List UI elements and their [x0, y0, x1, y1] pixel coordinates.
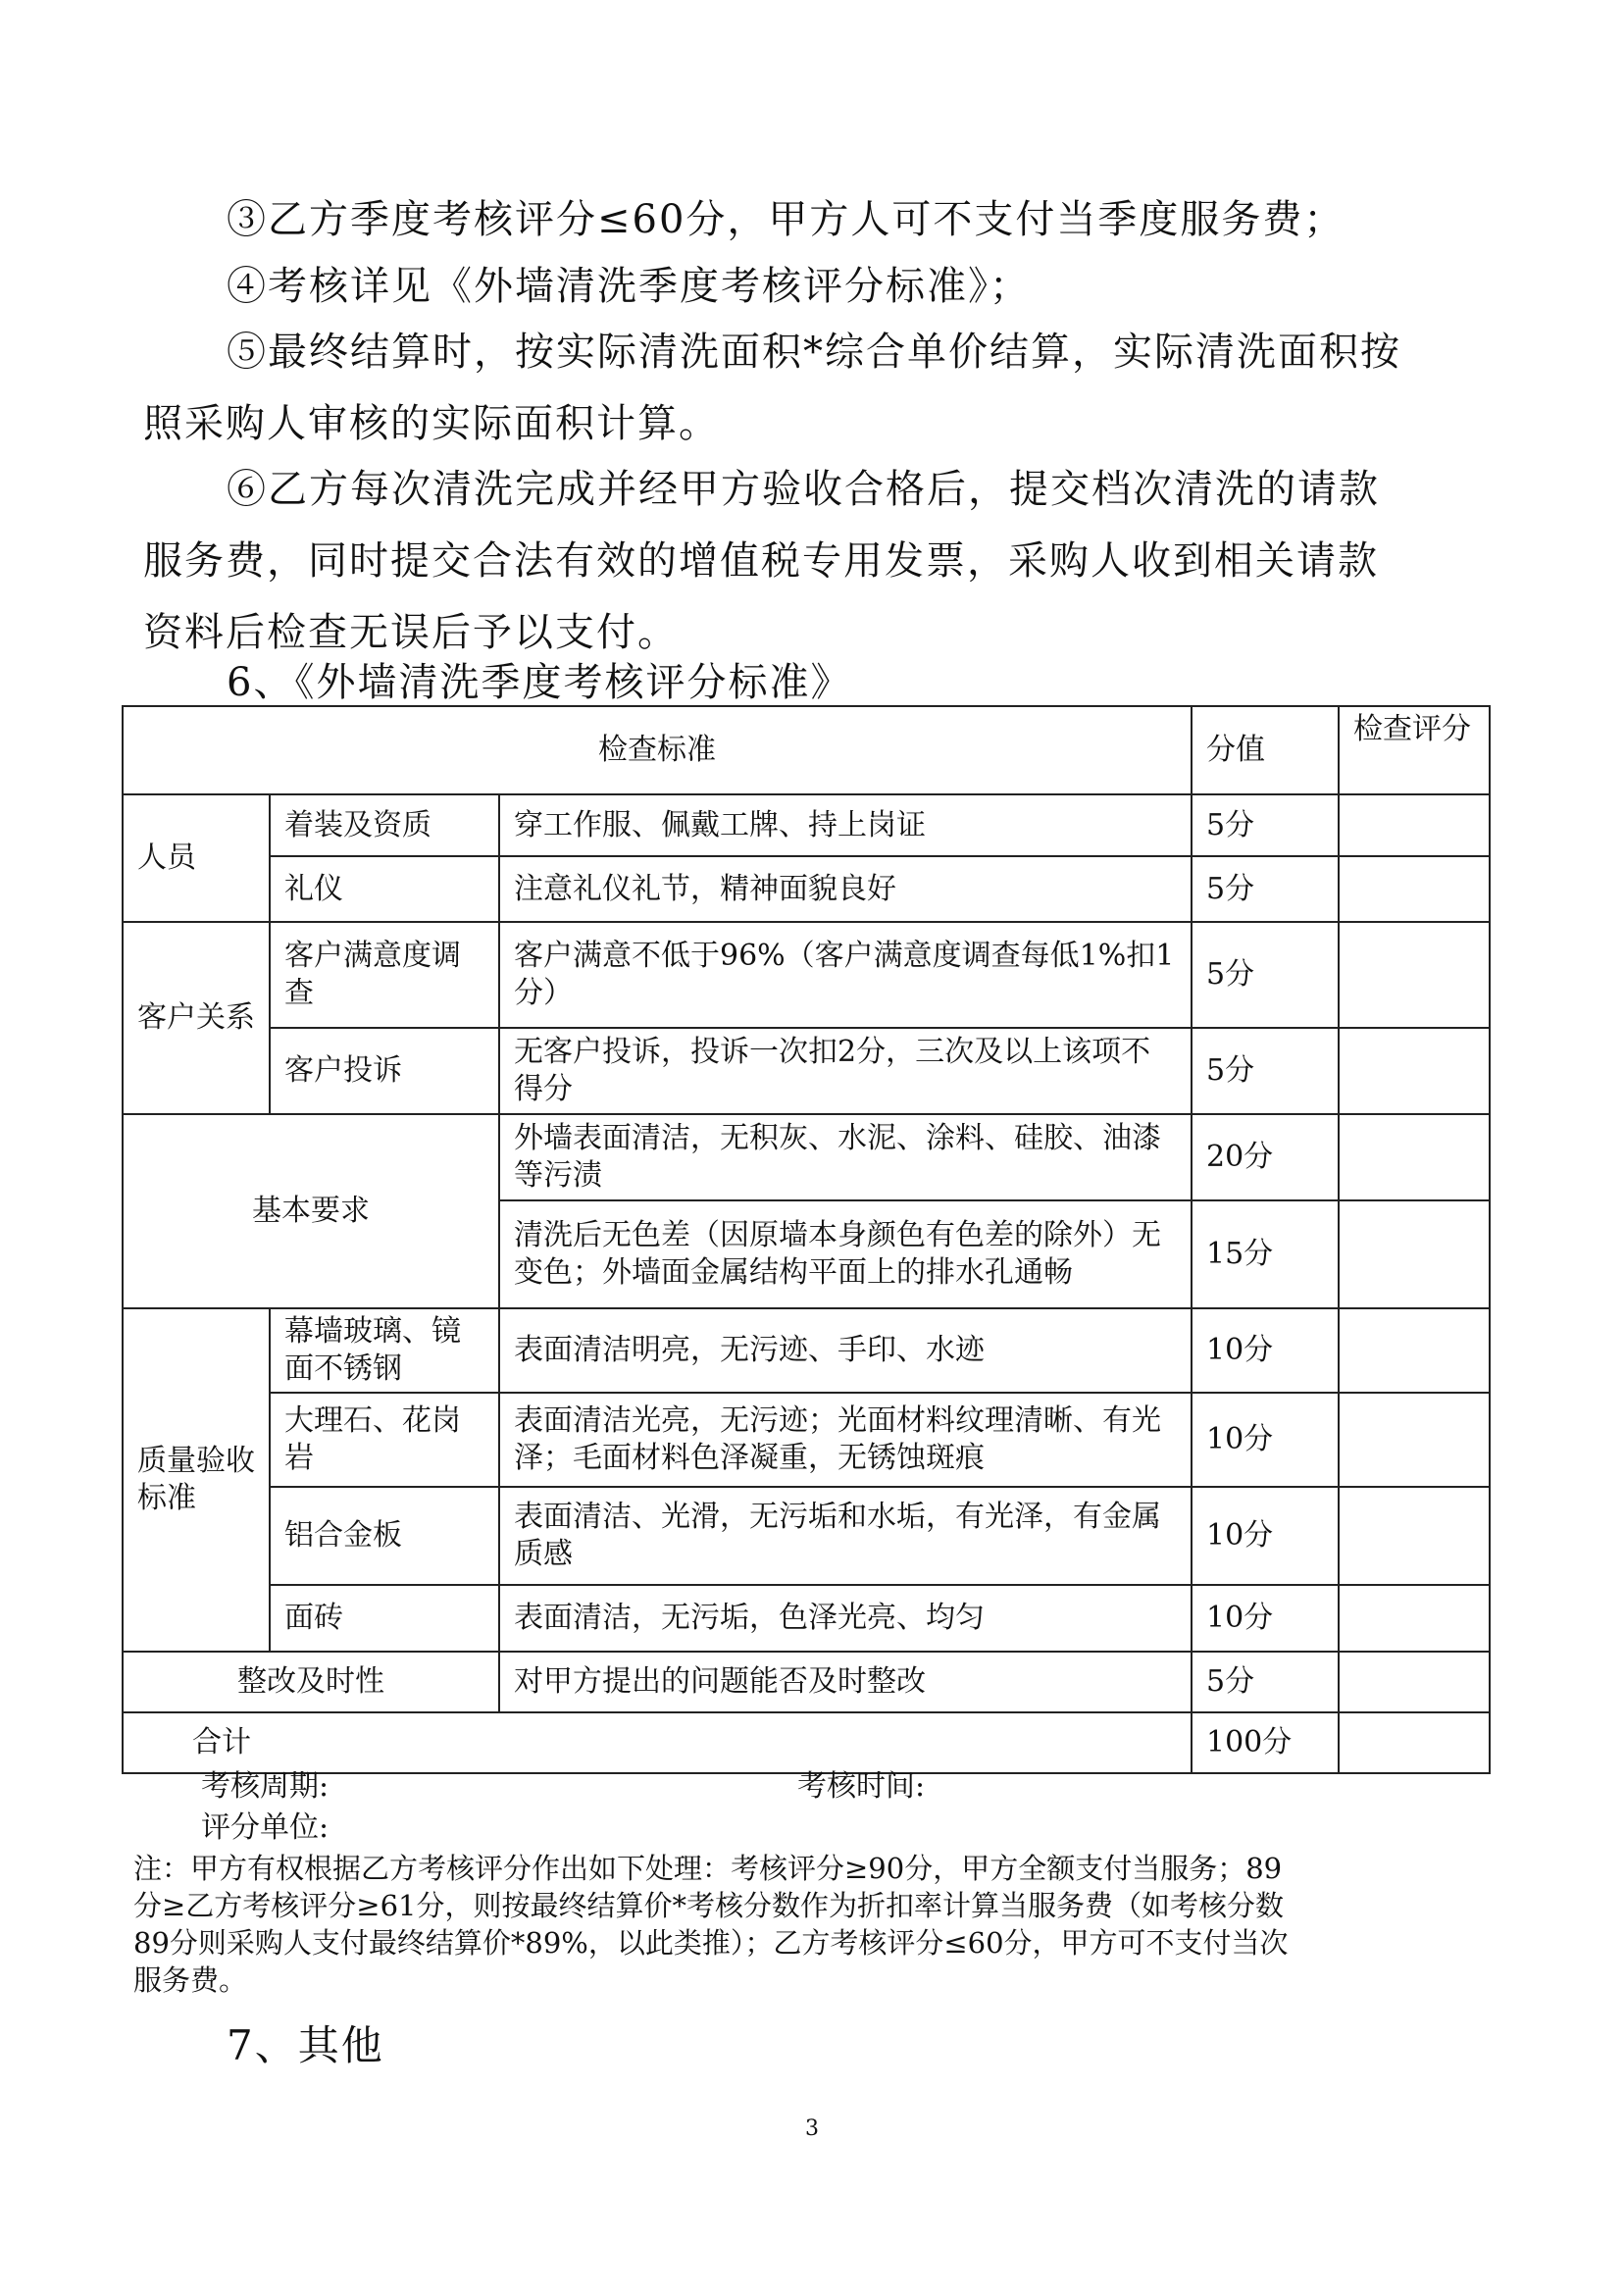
header-check: 检查评分 [1339, 706, 1490, 794]
row-score: 5分 [1192, 922, 1339, 1028]
row-score: 10分 [1192, 1487, 1339, 1585]
row-criteria: 客户满意不低于96%（客户满意度调查每低1%扣1分） [499, 922, 1192, 1028]
row-check-cell [1339, 1712, 1490, 1773]
total-score: 100分 [1192, 1712, 1339, 1773]
row-item: 着装及资质 [270, 794, 499, 856]
table-row-rectify [123, 1652, 1490, 1712]
row-criteria: 表面清洁明亮，无污迹、手印、水迹 [499, 1308, 1192, 1393]
evaluation-table [122, 705, 1491, 1774]
row-check-cell [1339, 1028, 1490, 1114]
row-item: 客户投诉 [270, 1028, 499, 1114]
table-row [123, 1487, 1490, 1585]
header-score: 分值 [1192, 706, 1339, 794]
group-personnel: 人员 [123, 794, 270, 922]
row-check-cell [1339, 1585, 1490, 1652]
rectify-criteria: 对甲方提出的问题能否及时整改 [499, 1652, 1192, 1712]
row-criteria: 表面清洁，无污垢，色泽光亮、均匀 [499, 1585, 1192, 1652]
page-number: 3 [805, 2116, 819, 2141]
paragraph-4: ④考核详见《外墙清洗季度考核评分标准》； [227, 264, 1031, 309]
row-check-cell [1339, 794, 1490, 856]
row-check-cell [1339, 1114, 1490, 1200]
row-check-cell [1339, 1393, 1490, 1487]
row-check-cell [1339, 856, 1490, 922]
table-header-row [123, 706, 1490, 794]
table-row [123, 1028, 1490, 1114]
assessment-period-label: 考核周期: [201, 1769, 330, 1804]
row-score: 5分 [1192, 1028, 1339, 1114]
table-row-total [123, 1712, 1490, 1773]
table-row [123, 1393, 1490, 1487]
section-7-title: 7、其他 [227, 2021, 384, 2069]
row-score: 5分 [1192, 856, 1339, 922]
table-row [123, 856, 1490, 922]
table-row [123, 1114, 1490, 1200]
row-check-cell [1339, 1200, 1490, 1308]
row-item: 大理石、花岗岩 [270, 1393, 499, 1487]
row-check-cell [1339, 1487, 1490, 1585]
row-score: 5分 [1192, 794, 1339, 856]
row-criteria: 表面清洁光亮，无污迹；光面材料纹理清晰、有光泽；毛面材料色泽凝重，无锈蚀斑痕 [499, 1393, 1192, 1487]
section-6-title: 6、《外墙清洗季度考核评分标准》 [227, 660, 852, 705]
table-row [123, 1585, 1490, 1652]
row-score: 10分 [1192, 1393, 1339, 1487]
scoring-note: 注：甲方有权根据乙方考核评分作出如下处理：考核评分≥90分，甲方全额支付当服务；89 分≥乙方考核评分≥61分，则按最终结算价*考核分数作为折扣率计算当服务费（如考核分数 89分则采购人支付最终结算价*89%，以此类推）；乙方考核评分≤60分，甲方可不支付当次 服务费。 [133, 1852, 1289, 1997]
paragraph-6: ⑥乙方每次清洗完成并经甲方验收合格后，提交档次清洗的请款 服务费，同时提交合法有效的增值税专用发票，采购人收到相关请款 资料后检查无误后予以支付。 [143, 467, 1380, 655]
assessment-time-label: 考核时间: [797, 1769, 926, 1804]
group-basic: 基本要求 [123, 1114, 499, 1308]
row-check-cell [1339, 1308, 1490, 1393]
row-criteria: 注意礼仪礼节，精神面貌良好 [499, 856, 1192, 922]
table-row [123, 1308, 1490, 1393]
row-item: 幕墙玻璃、镜面不锈钢 [270, 1308, 499, 1393]
row-criteria: 表面清洁、光滑，无污垢和水垢，有光泽，有金属质感 [499, 1487, 1192, 1585]
row-score: 10分 [1192, 1585, 1339, 1652]
row-criteria: 外墙表面清洁，无积灰、水泥、涂料、硅胶、油漆等污渍 [499, 1114, 1192, 1200]
row-criteria: 无客户投诉，投诉一次扣2分，三次及以上该项不得分 [499, 1028, 1192, 1114]
rectify-label: 整改及时性 [123, 1652, 499, 1712]
paragraph-5: ⑤最终结算时，按实际清洗面积*综合单价结算，实际清洗面积按 照采购人审核的实际面积计算。 [143, 330, 1401, 446]
scoring-unit-label: 评分单位: [201, 1810, 330, 1845]
row-item: 面砖 [270, 1585, 499, 1652]
row-score: 10分 [1192, 1308, 1339, 1393]
group-quality: 质量验收标准 [123, 1308, 270, 1652]
row-score: 15分 [1192, 1200, 1339, 1308]
row-item: 铝合金板 [270, 1487, 499, 1585]
total-label: 合计 [123, 1712, 1192, 1773]
table-row [123, 794, 1490, 856]
row-item: 礼仪 [270, 856, 499, 922]
row-check-cell [1339, 922, 1490, 1028]
row-check-cell [1339, 1652, 1490, 1712]
rectify-score: 5分 [1192, 1652, 1339, 1712]
row-criteria: 清洗后无色差（因原墙本身颜色有色差的除外）无变色；外墙面金属结构平面上的排水孔通畅 [499, 1200, 1192, 1308]
row-score: 20分 [1192, 1114, 1339, 1200]
group-customer: 客户关系 [123, 922, 270, 1114]
header-standard: 检查标准 [123, 706, 1192, 794]
table-row [123, 922, 1490, 1028]
paragraph-3: ③乙方季度考核评分≤60分，甲方人可不支付当季度服务费； [227, 197, 1345, 242]
row-criteria: 穿工作服、佩戴工牌、持上岗证 [499, 794, 1192, 856]
row-item: 客户满意度调查 [270, 922, 499, 1028]
